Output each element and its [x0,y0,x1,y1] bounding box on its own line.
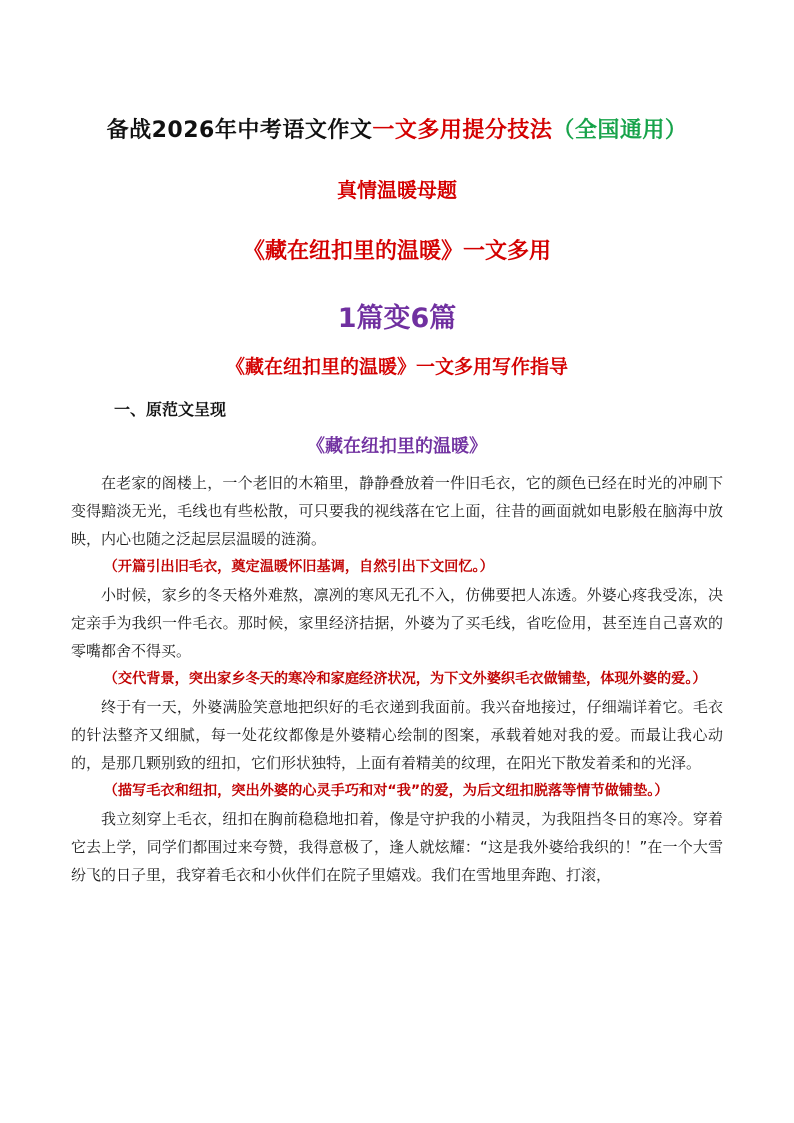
essay-body [71,469,723,889]
essay-paragraph: 我立刻穿上毛衣，纽扣在胸前稳稳地扣着，像是守护我的小精灵，为我阻挡冬日的寒冷。穿着它去上学，同学们都围过来夸赞，我得意极了，逢人就炫耀：“这是我外婆给我织的！”在一个大雪纷飞的日子里，我穿着毛衣和小伙伴们在院子里嬉戏。我们在雪地里奔跑、打滚， [71,810,723,884]
essay-paragraph: 在老家的阁楼上，一个老旧的木箱里，静静叠放着一件旧毛衣，它的颜色已经在时光的冲刷下变得黯淡无光，毛线也有些松散，可只要我的视线落在它上面，往昔的画面就如电影般在脑海中放映，内心也随之泛起层层温暖的涟漪。 [71,474,723,548]
writing-guide-subtitle: 《藏在纽扣里的温暖》一文多用写作指导 [225,356,568,378]
section-heading: 一、原范文呈现 [114,400,227,419]
annotation-note: （开篇引出旧毛衣，奠定温暖怀旧基调，自然引出下文回忆。） [103,559,494,575]
annotation-note: （描写毛衣和纽扣，突出外婆的心灵手巧和对“我”的爱，为后文纽扣脱落等情节做铺垫。） [103,783,669,799]
essay-multi-use-subtitle: 《藏在纽扣里的温暖》一文多用 [242,239,551,264]
title-part-black: 备战2026年中考语文作文 [106,118,373,143]
essay-title: 《藏在纽扣里的温暖》 [307,436,487,457]
annotation-note: （交代背景，突出家乡冬天的寒冷和家庭经济状况，为下文外婆织毛衣做铺垫，体现外婆的爱。） [103,671,707,687]
transform-subtitle: 1篇变6篇 [337,303,457,334]
title-part-red: 一文多用提分技法 [372,118,553,143]
theme-subtitle: 真情温暖母题 [337,178,457,202]
title-part-green: （全国通用） [552,118,688,143]
essay-paragraph: 小时候，家乡的冬天格外难熬，凛冽的寒风无孔不入，仿佛要把人冻透。外婆心疼我受冻，决定亲手为我织一件毛衣。那时候，家里经济拮据，外婆为了买毛线，省吃俭用，甚至连自己喜欢的零嘴都舍不得买。 [71,586,723,660]
document-title [0,113,794,144]
essay-paragraph: 终于有一天，外婆满脸笑意地把织好的毛衣递到我面前。我兴奋地接过，仔细端详着它。毛衣的针法整齐又细腻，每一处花纹都像是外婆精心绘制的图案，承载着她对我的爱。而最让我心动的，是那几颗别致的纽扣，它们形状独特，上面有着精美的纹理，在阳光下散发着柔和的光泽。 [71,698,723,772]
